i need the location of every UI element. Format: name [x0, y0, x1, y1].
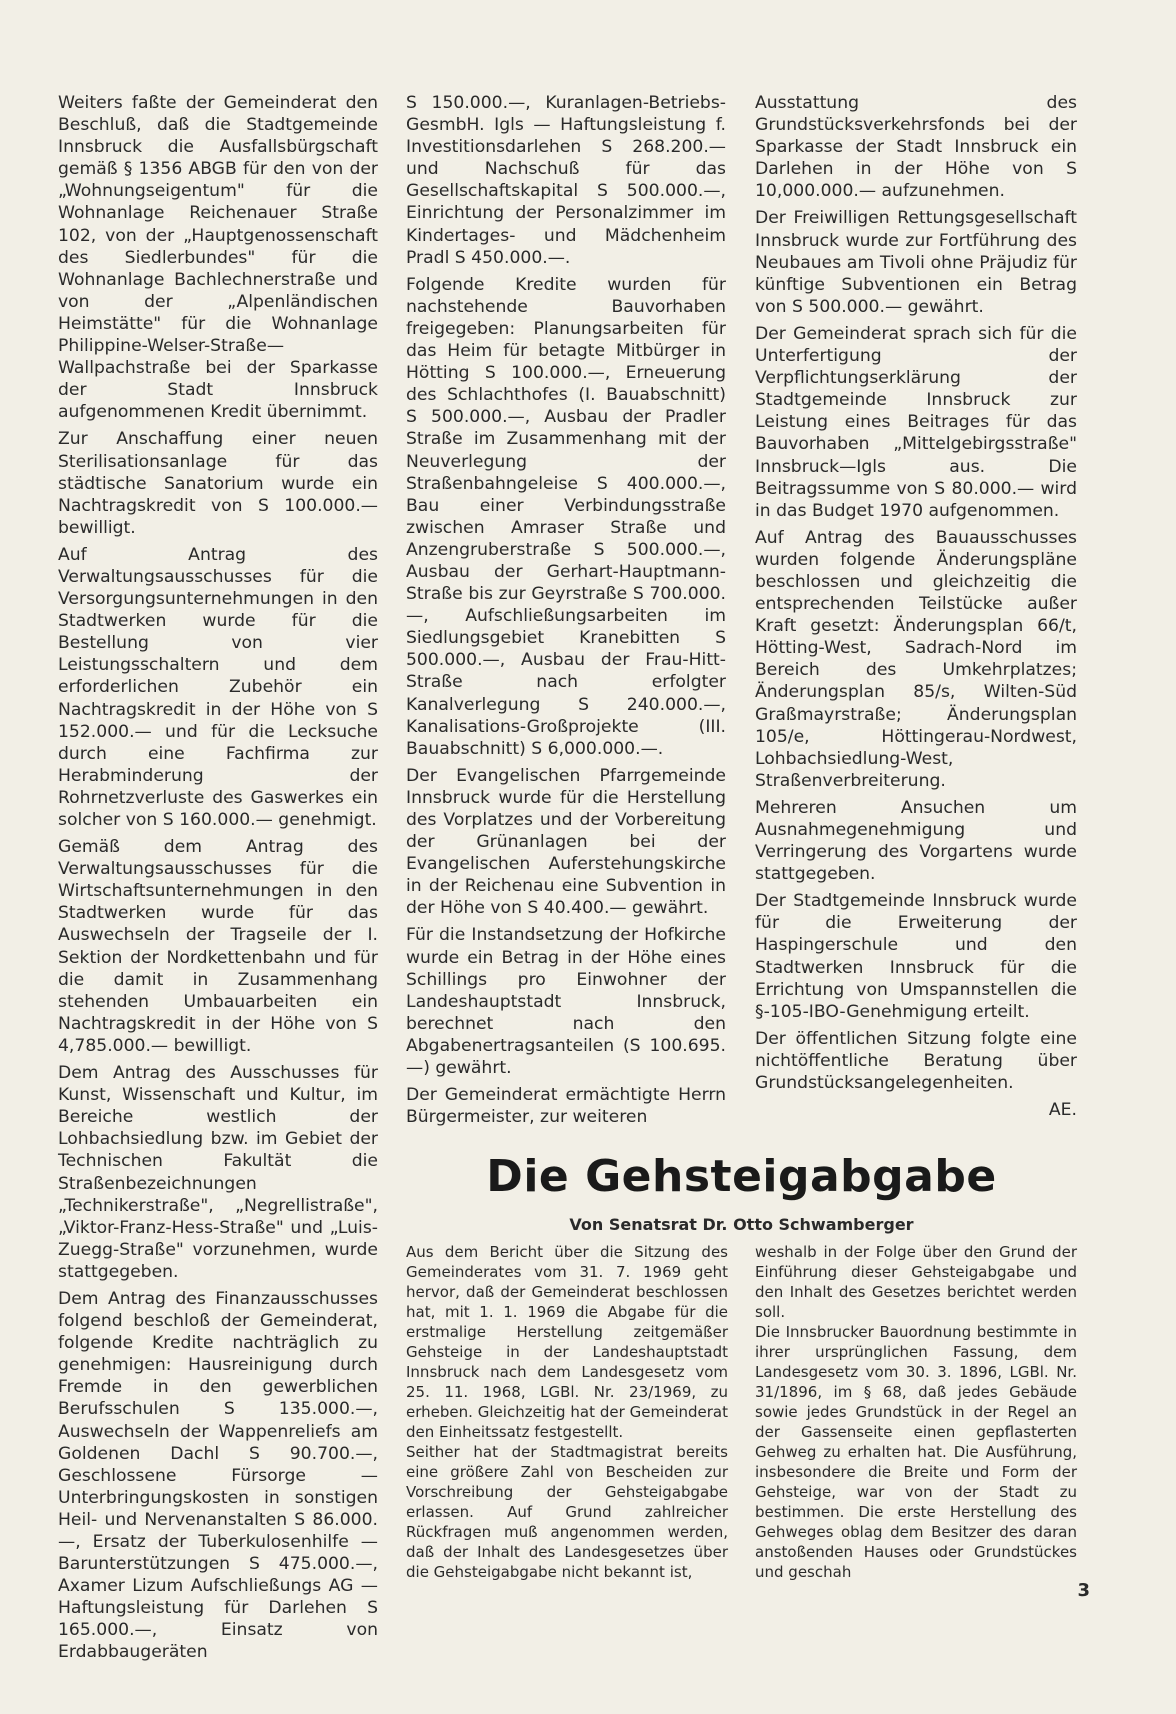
paragraph: Zur Anschaffung einer neuen Sterilisationsanlage für das städtische Sanatorium wurde ein Nachtragskredit von S 100.000.— bewilligt.	[58, 429, 378, 538]
paragraph: S 150.000.—, Kuranlagen-Betriebs-GesmbH. Igls — Haftungsleistung f. Investitionsdarlehen S 268.200.— und Nachschuß für das Gesellschaftskapital S 500.000.—, Einrichtung der Personalzimmer im Kindertages- und Mädchenheim Pradl S 450.000.—.	[406, 93, 726, 268]
paragraph: Der öffentlichen Sitzung folgte eine nichtöffentliche Beratung über Grundstücksangelegenheiten.	[755, 1028, 1077, 1094]
paragraph: Aus dem Bericht über die Sitzung des Gemeinderates vom 31. 7. 1969 geht hervor, daß der Gemeinderat beschlossen hat, mit 1. 1. 1969 die Abgabe für die erstmalige Herstellung zeitgemäßer Gehsteige in der Landeshauptstadt Innsbruck nach dem Landesgesetz vom 25. 11. 1968, LGBl. Nr. 23/1969, zu erheben. Gleichzeitig hat der Gemeinderat den Einheitssatz festgestellt.	[406, 1243, 728, 1441]
paragraph: Ausstattung des Grundstücksverkehrsfonds bei der Sparkasse der Stadt Innsbruck ein Darlehen in der Höhe von S 10,000.000.— aufzunehmen.	[755, 93, 1077, 202]
paragraph: Der Gemeinderat ermächtigte Herrn Bürgermeister, zur weiteren	[406, 1085, 726, 1128]
column-2	[406, 92, 726, 1133]
paragraph: Mehreren Ansuchen um Ausnahmegenehmigung und Verringerung des Vorgartens wurde stattgegeben.	[755, 797, 1077, 885]
paragraph: Der Gemeinderat sprach sich für die Unterfertigung der Verpflichtungserklärung der Stadtgemeinde Innsbruck zur Leistung eines Beitrages für das Bauvorhaben „Mittelgebirgsstraße" Innsbruck—Igls aus. Die Beitragssumme von S 80.000.— wird in das Budget 1970 aufgenommen.	[755, 323, 1077, 521]
page-number: 3	[1077, 1580, 1090, 1601]
paragraph: Weiters faßte der Gemeinderat den Beschluß, daß die Stadtgemeinde Innsbruck die Ausfallsbürgschaft gemäß § 1356 ABGB für den von der „Wohnungseigentum" für die Wohnanlage Reichenauer Straße 102, von der „Hauptgenossenschaft des Siedlerbundes" für die Wohnanlage Bachlechnerstraße und von der „Alpenländischen Heimstätte" für die Wohnanlage Philippine-Welser-Straße— Wallpachstraße bei der Sparkasse der Stadt Innsbruck aufgenommenen Kredit übernimmt.	[58, 93, 378, 423]
paragraph: Für die Instandsetzung der Hofkirche wurde ein Betrag in der Höhe eines Schillings pro Einwohner der Landeshauptstadt Innsbruck, berechnet nach den Abgabenertragsanteilen (S 100.695.—) gewährt.	[406, 925, 726, 1079]
paragraph: Der Freiwilligen Rettungsgesellschaft Innsbruck wurde zur Fortführung des Neubaues am Tivoli ohne Präjudiz für künftige Subventionen ein Betrag von S 500.000.— gewährt.	[755, 208, 1077, 317]
paragraph: Dem Antrag des Ausschusses für Kunst, Wissenschaft und Kultur, im Bereiche westlich der Lohbachsiedlung bzw. im Gebiet der Technischen Fakultät die Straßenbezeichnungen „Technikerstraße", „Negrellistraße", „Viktor-Franz-Hess-Straße" und „Luis-Zuegg-Straße" vorzunehmen, wurde stattgegeben.	[58, 1063, 378, 1282]
column-1	[58, 92, 378, 1669]
paragraph: Folgende Kredite wurden für nachstehende Bauvorhaben freigegeben: Planungsarbeiten für das Heim für betagte Mitbürger in Hötting S 100.000.—, Erneuerung des Schlachthofes (I. Bauabschnitt) S 500.000.—, Ausbau der Pradler Straße im Zusammenhang mit der Neuverlegung der Straßenbahngeleise S 400.000.—, Bau einer Verbindungsstraße zwischen Amraser Straße und Anzengruberstraße S 500.000.—, Ausbau der Gerhart-Hauptmann-Straße bis zur Geyrstraße S 700.000.—, Aufschließungsarbeiten im Siedlungsgebiet Kranebitten S 500.000.—, Ausbau der Frau-Hitt-Straße nach erfolgter Kanalverlegung S 240.000.—, Kanalisations-Großprojekte (III. Bauabschnitt) S 6,000.000.—.	[406, 274, 726, 759]
paragraph: Gemäß dem Antrag des Verwaltungsausschusses für die Wirtschaftsunternehmungen in den Stadtwerken wurde für das Auswechseln der Tragseile der I. Sektion der Nordkettenbahn und für die damit in Zusammenhang stehenden Umbauarbeiten ein Nachtragskredit in der Höhe von S 4,785.000.— bewilligt.	[58, 837, 378, 1056]
paragraph: Seither hat der Stadtmagistrat bereits eine größere Zahl von Bescheiden zur Vorschreibung der Gehsteigabgabe erlassen. Auf Grund zahlreicher Rückfragen muß angenommen werden, daß der Inhalt des Landesgesetzes über die Gehsteigabgabe nicht bekannt ist,	[406, 1443, 728, 1581]
paragraph: Der Evangelischen Pfarrgemeinde Innsbruck wurde für die Herstellung des Vorplatzes und der Vorbereitung der Grünanlagen bei der Evangelischen Auferstehungskirche in der Reichenau eine Subvention in der Höhe von S 40.400.— gewährt.	[406, 765, 726, 919]
paragraph: Auf Antrag des Verwaltungsausschusses für die Versorgungsunternehmungen in den Stadtwerken wurde für die Bestellung von vier Leistungsschaltern und dem erforderlichen Zubehör ein Nachtragskredit in der Höhe von S 152.000.— und für die Lecksuche durch eine Fachfirma zur Herabminderung der Rohrnetzverluste des Gaswerkes ein solcher von S 160.000.— genehmigt.	[58, 544, 378, 830]
article-byline: Von Senatsrat Dr. Otto Schwamberger	[569, 1215, 914, 1234]
article-title: Die Gehsteigabgabe	[486, 1151, 997, 1202]
paragraph: Auf Antrag des Bauausschusses wurden folgende Änderungspläne beschlossen und gleichzeitig die entsprechenden Teilstücke außer Kraft gesetzt: Änderungsplan 66/t, Hötting-West, Sadrach-Nord im Bereich des Umkehrplatzes; Änderungsplan 85/s, Wilten-Süd Graßmayrstraße; Änderungsplan 105/e, Höttingerau-Nordwest, Lohbachsiedlung-West, Straßenverbreiterung.	[755, 527, 1077, 791]
article-column-1	[406, 1242, 728, 1582]
paragraph: Dem Antrag des Finanzausschusses folgend beschloß der Gemeinderat, folgende Kredite nachträglich zu genehmigen: Hausreinigung durch Fremde in den gewerblichen Berufsschulen S 135.000.—, Auswechseln der Wappenreliefs am Goldenen Dachl S 90.700.—, Geschlossene Fürsorge — Unterbringungskosten in sonstigen Heil- und Nervenanstalten S 86.000.—, Ersatz der Tuberkulosenhilfe — Barunterstützungen S 475.000.—, Axamer Lizum Aufschließungs AG — Haftungsleistung für Darlehen S 165.000.—, Einsatz von Erdabbaugeräten	[58, 1288, 378, 1663]
article-column-2	[755, 1242, 1077, 1582]
column-3	[755, 92, 1077, 1126]
author-initials: AE.	[1048, 1100, 1077, 1121]
paragraph: Die Innsbrucker Bauordnung bestimmte in ihrer ursprünglichen Fassung, dem Landesgesetz vom 30. 3. 1896, LGBl. Nr. 31/1896, im § 68, daß jedes Gebäude sowie jedes Grundstück in der Regel an der Gassenseite einen gepflasterten Gehweg zu erhalten hat. Die Ausführung, insbesondere die Breite und Form der Gehsteige, war von der Stadt zu bestimmen. Die erste Herstellung des Gehweges oblag dem Besitzer des daran anstoßenden Hauses oder Grundstückes und geschah	[755, 1323, 1077, 1581]
paragraph: weshalb in der Folge über den Grund der Einführung dieser Gehsteigabgabe und den Inhalt des Gesetzes berichtet werden soll.	[755, 1243, 1077, 1321]
paragraph: Der Stadtgemeinde Innsbruck wurde für die Erweiterung der Haspingerschule und den Stadtwerken Innsbruck für die Errichtung von Umspannstellen die §-105-IBO-Genehmigung erteilt.	[755, 891, 1077, 1022]
